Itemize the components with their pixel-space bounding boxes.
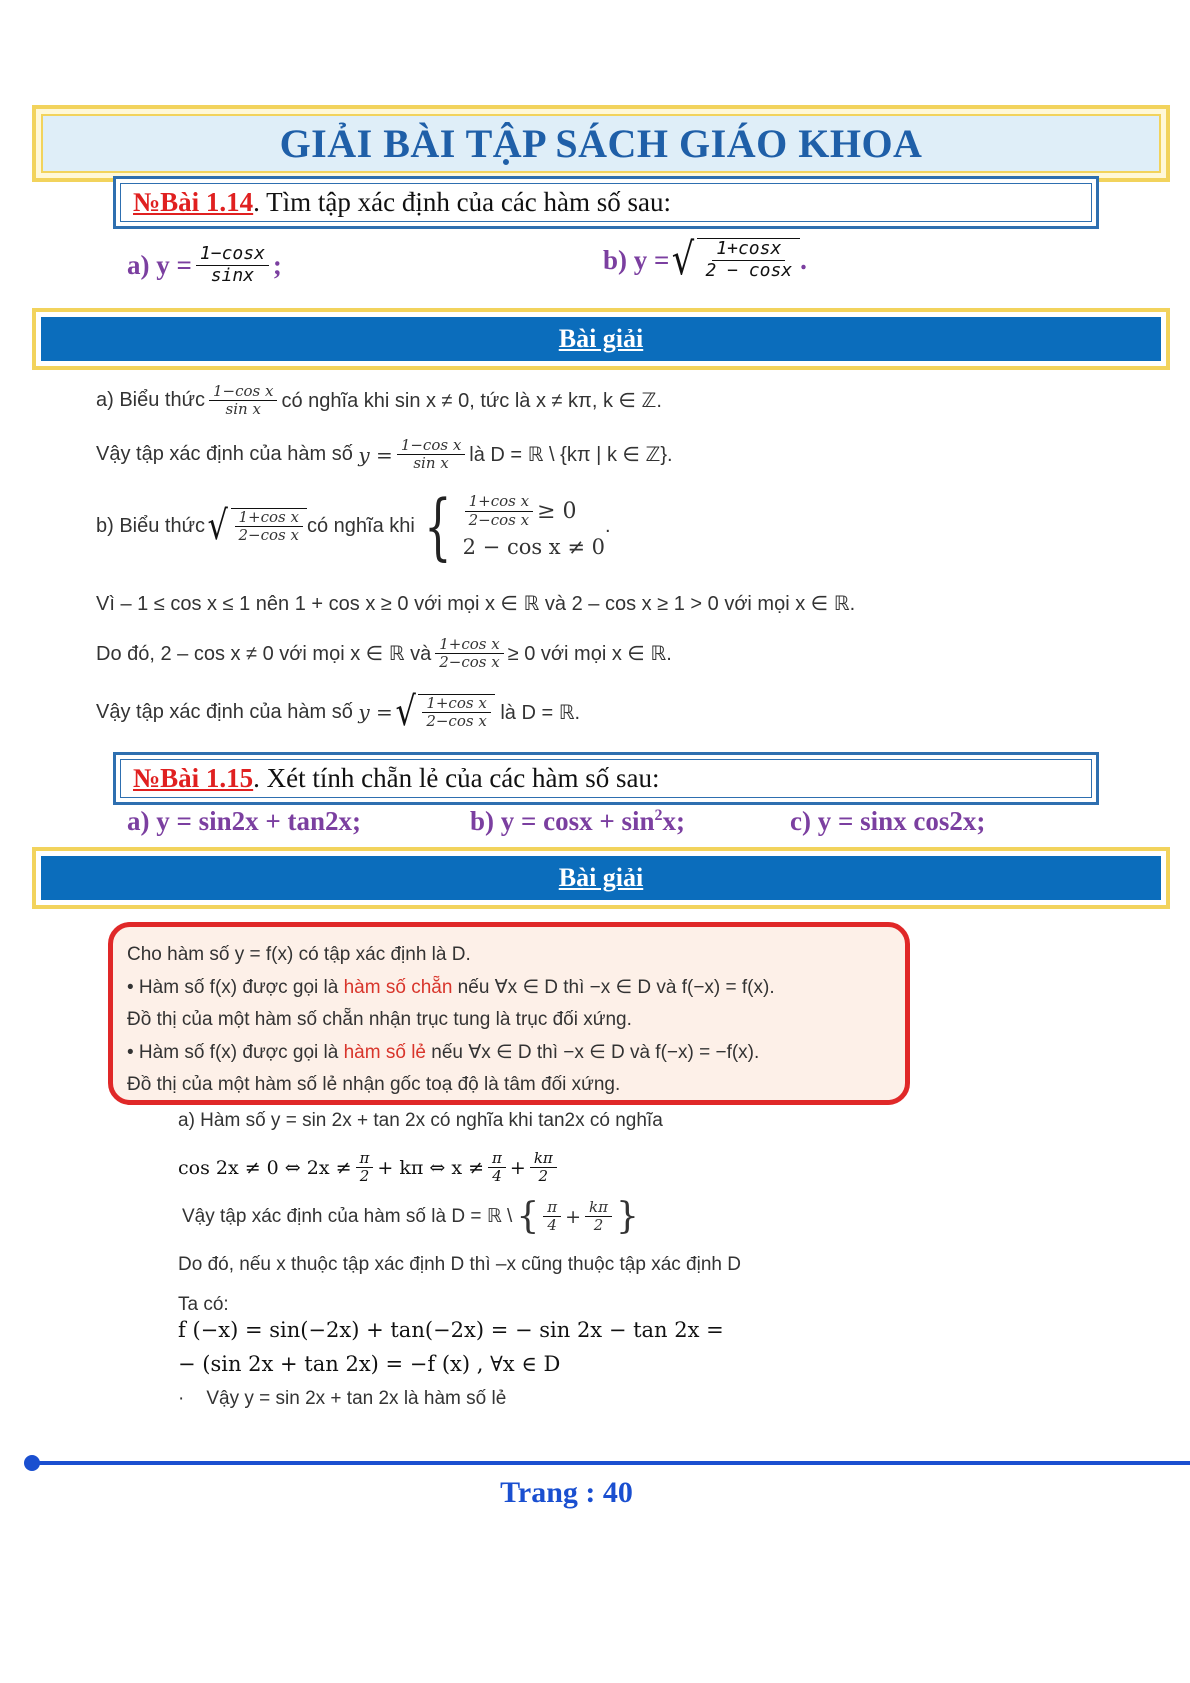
exercise-1-14-item-a — [127, 244, 282, 286]
exercise-number: №Bài 1.14 — [133, 187, 254, 217]
item-a-fraction — [196, 244, 269, 286]
fraction-denominator: 2−cos x — [426, 712, 487, 730]
solution-1-14-line-1 — [96, 383, 662, 419]
text: Vậy tập xác định của hàm số — [96, 443, 353, 466]
solution-1-15-line-8 — [178, 1388, 506, 1410]
solution-1-15-line-5: Ta có: — [178, 1294, 229, 1315]
exercise-prompt: . Xét tính chẵn lẻ của các hàm số sau: — [253, 763, 660, 793]
exercise-1-15-item-a: a) y = sin2x + tan2x; — [127, 806, 362, 836]
text: x; — [662, 806, 686, 836]
fraction-numerator: π — [488, 1150, 506, 1168]
text: cos 2x ≠ 0 ⇔ 2x ≠ — [178, 1156, 352, 1179]
text: là D = ℝ. — [500, 701, 581, 724]
solution-banner-1-inner — [41, 317, 1161, 361]
relation: ≥ 0 — [537, 498, 577, 524]
footer-dot-icon — [24, 1455, 40, 1471]
highlight-term: hàm số lẻ — [343, 1041, 426, 1063]
solution-1-14-line-3 — [96, 484, 611, 568]
radical-icon: √ — [207, 503, 228, 549]
exercise-1-14-heading — [120, 183, 1092, 222]
solution-banner-2 — [32, 847, 1170, 909]
brace-icon: { — [423, 484, 452, 568]
text: b) y = cosx + sin — [470, 806, 655, 836]
highlight-term: hàm số chẵn — [343, 976, 453, 998]
fraction — [530, 1150, 557, 1186]
item-a-end: ; — [272, 249, 282, 280]
radical-icon: √ — [395, 689, 416, 735]
exponent: 2 — [654, 807, 663, 824]
math-y: y = — [358, 700, 393, 724]
fraction-numerator: π — [543, 1199, 561, 1217]
solution-label: Bài giải — [558, 863, 644, 892]
radical-icon: √ — [672, 234, 695, 285]
solution-1-15-line-2 — [178, 1150, 561, 1186]
exercise-1-14-box — [113, 176, 1099, 229]
fraction-numerator: 1−cos x — [397, 437, 465, 455]
brace-close: } — [615, 1196, 639, 1237]
fraction-numerator: 1+cos x — [235, 509, 303, 527]
fraction-numerator: kπ — [530, 1150, 557, 1168]
item-b-end: . — [800, 244, 807, 275]
exercise-1-15-item-b — [470, 806, 685, 837]
fraction-numerator: 1+cos x — [422, 695, 490, 713]
text: Vì – 1 ≤ cos x ≤ 1 nên 1 + cos x ≥ 0 với mọi x ∈ ℝ và 2 – cos x ≥ 1 > 0 với mọi x ∈ ℝ. — [96, 593, 856, 615]
footer-rule — [28, 1461, 1190, 1465]
solution-1-14-line-2 — [96, 437, 673, 473]
fraction — [465, 493, 533, 529]
fraction-denominator: 2 — [593, 1216, 604, 1234]
theory-line: Đồ thị của một hàm số lẻ nhận gốc toạ độ là tâm đối xứng. — [127, 1074, 621, 1095]
solution-1-15-line-3 — [182, 1196, 639, 1237]
solution-banner-2-inner — [41, 856, 1161, 900]
text: Vậy y = sin 2x + tan 2x là hàm số lẻ — [206, 1388, 507, 1409]
solution-1-14-line-6 — [96, 689, 581, 735]
text: + — [565, 1205, 581, 1228]
fraction-denominator: 2−cos x — [238, 526, 299, 544]
theory-line: Đồ thị của một hàm số chẵn nhận trục tung là trục đối xứng. — [127, 1009, 632, 1030]
exercise-1-15-heading — [120, 759, 1092, 798]
fraction — [488, 1150, 506, 1186]
text: + kπ ⇔ x ≠ — [377, 1156, 485, 1179]
text: + — [509, 1156, 526, 1179]
text: ≥ 0 với mọi x ∈ ℝ. — [507, 643, 672, 666]
theory-box — [108, 922, 910, 1105]
condition-2: 2 − cos x ≠ 0 — [462, 534, 605, 559]
text: Do đó, 2 – cos x ≠ 0 với mọi x ∈ ℝ và — [96, 643, 432, 666]
fraction-denominator: 2 — [359, 1167, 370, 1186]
fraction-denominator: 4 — [492, 1167, 502, 1186]
text: a) Biểu thức — [96, 389, 205, 412]
item-b-label: b) y = — [603, 244, 670, 275]
bullet-icon: · — [178, 1388, 185, 1409]
brace-open: { — [516, 1196, 540, 1237]
text: . — [604, 514, 611, 537]
exercise-1-14-item-b — [603, 234, 807, 285]
solution-1-14-line-5 — [96, 636, 672, 672]
condition-1 — [461, 493, 605, 529]
fraction — [543, 1199, 561, 1235]
fraction — [435, 636, 503, 672]
fraction — [209, 383, 277, 419]
sqrt-sign — [393, 689, 495, 735]
exercise-1-15-item-c: c) y = sinx cos2x; — [790, 806, 986, 836]
fraction-numerator: 1+cosx — [712, 239, 785, 261]
fraction-denominator: 4 — [547, 1216, 557, 1234]
page-title: GIẢI BÀI TẬP SÁCH GIÁO KHOA — [279, 121, 923, 166]
solution-1-15-line-6: f (−x) = sin(−2x) + tan(−2x) = − sin 2x − tan 2x = — [178, 1318, 724, 1342]
fraction-numerator: 1−cosx — [196, 244, 269, 266]
sqrt-sign — [205, 503, 307, 549]
fraction-denominator: 2 — [538, 1167, 549, 1186]
fraction — [356, 1150, 374, 1186]
fraction-denominator: 2−cos x — [439, 653, 500, 672]
text: là D = ℝ \ {kπ | k ∈ ℤ}. — [469, 444, 673, 467]
page-number: Trang : 40 — [500, 1476, 633, 1509]
fraction-denominator: sin x — [225, 400, 261, 419]
text: Vậy tập xác định của hàm số là D = ℝ \ — [182, 1206, 513, 1227]
solution-banner-1 — [32, 308, 1170, 370]
theory-line — [127, 972, 891, 1005]
fraction-numerator: 1−cos x — [209, 383, 277, 401]
solution-1-14-line-4 — [96, 591, 855, 616]
text: • Hàm số f(x) được gọi là — [127, 1041, 344, 1063]
fraction-denominator: sin x — [413, 454, 449, 473]
exercise-number: №Bài 1.15 — [133, 763, 254, 793]
exercise-prompt: . Tìm tập xác định của các hàm số sau: — [253, 187, 672, 217]
text: Vậy tập xác định của hàm số — [96, 700, 353, 723]
fraction — [585, 1199, 612, 1235]
condition-system — [461, 493, 605, 559]
fraction-numerator: 1+cos x — [435, 636, 503, 654]
sqrt-sign — [669, 234, 800, 285]
exercise-1-15-box — [113, 752, 1099, 805]
text: nếu ∀x ∈ D thì −x ∈ D và f(−x) = f(x). — [452, 976, 775, 998]
fraction-numerator: π — [356, 1150, 374, 1168]
fraction-numerator: kπ — [585, 1199, 612, 1217]
title-banner — [32, 105, 1170, 182]
fraction — [422, 695, 490, 731]
solution-label: Bài giải — [558, 324, 644, 353]
text: có nghĩa khi sin x ≠ 0, tức là x ≠ kπ, k ∈ ℤ. — [281, 390, 662, 413]
math-y: y = — [358, 442, 393, 467]
text: • Hàm số f(x) được gọi là — [127, 976, 344, 998]
solution-1-15-line-1: a) Hàm số y = sin 2x + tan 2x có nghĩa khi tan2x có nghĩa — [178, 1110, 663, 1131]
fraction — [397, 437, 465, 473]
solution-1-15-line-7: − (sin 2x + tan 2x) = −f (x) , ∀x ∈ D — [178, 1352, 561, 1376]
fraction-denominator: 2−cos x — [468, 510, 530, 529]
item-b-fraction — [701, 239, 796, 281]
text: có nghĩa khi — [306, 514, 415, 537]
fraction-numerator: 1+cos x — [465, 493, 533, 511]
text: b) Biểu thức — [96, 514, 205, 537]
fraction — [235, 509, 303, 545]
theory-line: Cho hàm số y = f(x) có tập xác định là D. — [127, 944, 471, 965]
solution-1-15-line-4: Do đó, nếu x thuộc tập xác định D thì –x cũng thuộc tập xác định D — [178, 1254, 741, 1275]
title-banner-inner — [41, 114, 1161, 173]
theory-line — [127, 1037, 891, 1070]
text: nếu ∀x ∈ D thì −x ∈ D và f(−x) = −f(x). — [425, 1041, 760, 1063]
fraction-denominator: sinx — [210, 264, 255, 286]
fraction-denominator: 2 − cosx — [705, 260, 793, 281]
item-a-label: a) y = — [127, 249, 192, 280]
